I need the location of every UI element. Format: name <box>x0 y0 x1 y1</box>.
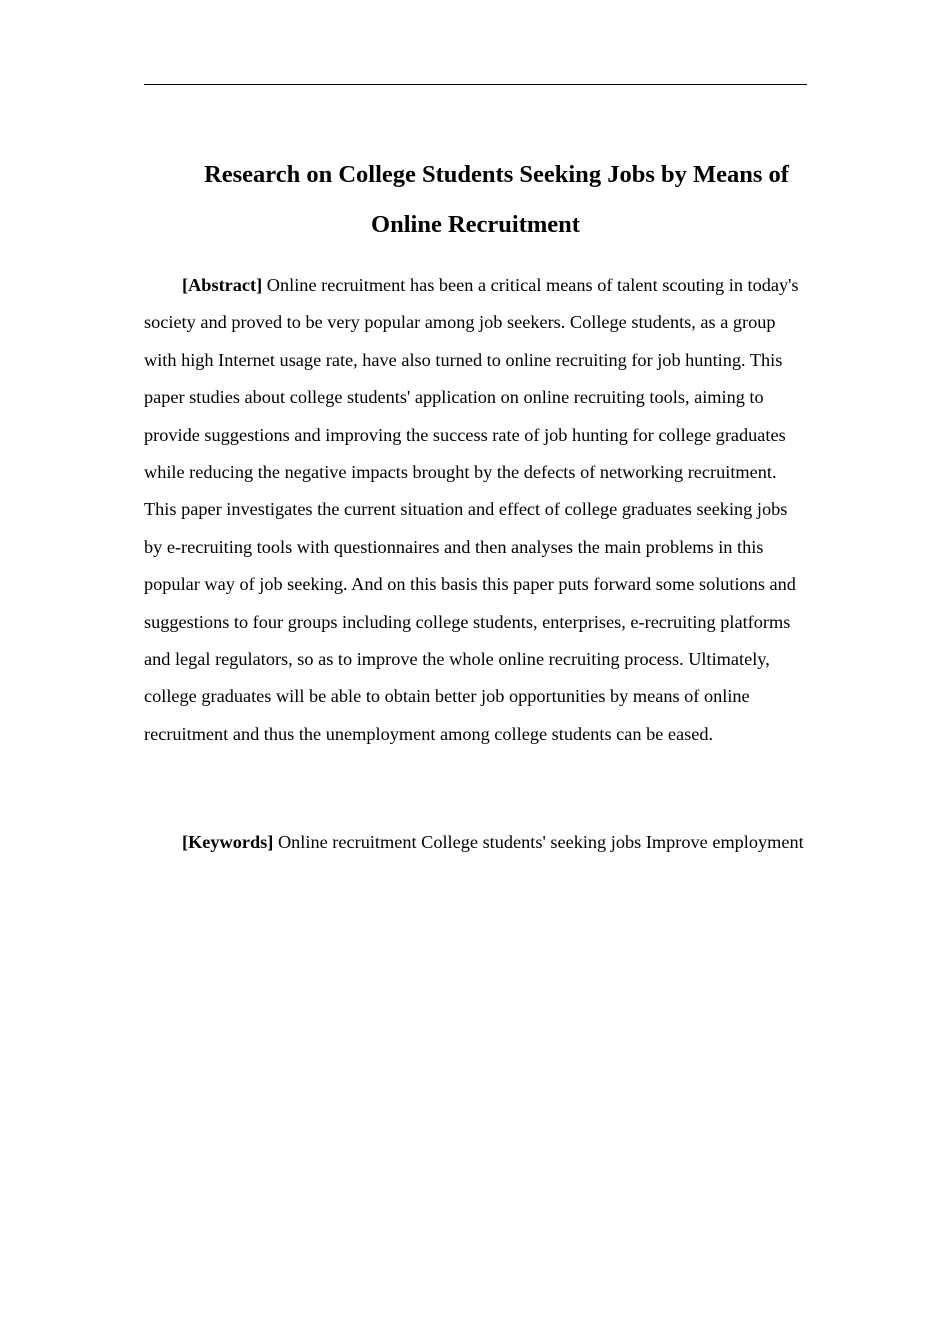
abstract-label: [Abstract] <box>182 275 263 295</box>
title-line-1: Research on College Students Seeking Jobs by Means of <box>204 161 789 188</box>
header-rule <box>144 84 807 85</box>
keyword-item: Online recruitment <box>277 832 417 852</box>
keyword-item: Improve employment <box>645 832 804 852</box>
keyword-item: College students' seeking jobs <box>421 832 642 852</box>
keywords-paragraph <box>144 824 807 861</box>
title-line-2: Online Recruitment <box>371 211 580 238</box>
keywords-label: [Keywords] <box>182 832 274 852</box>
abstract-paragraph <box>144 267 807 753</box>
abstract-text: Online recruitment has been a critical means of talent scouting in today's society and proved to be very popular among job seekers. College students, as a group with high Internet usage rate, have also turned to online recruiting for job hunting. This paper studies about college students' application on online recruiting tools, aiming to provide suggestions and improving the success rate of job hunting for college graduates while reducing the negative impacts brought by the defects of networking recruitment. This paper investigates the current situation and effect of college graduates seeking jobs by e-recruiting tools with questionnaires and then analyses the main problems in this popular way of job seeking. And on this basis this paper puts forward some solutions and suggestions to four groups including college students, enterprises, e-recruiting platforms and legal regulators, so as to improve the whole online recruiting process. Ultimately, college graduates will be able to obtain better job opportunities by means of online recruitment and thus the unemployment among college students can be eased. <box>144 275 799 744</box>
paper-title <box>144 150 807 250</box>
